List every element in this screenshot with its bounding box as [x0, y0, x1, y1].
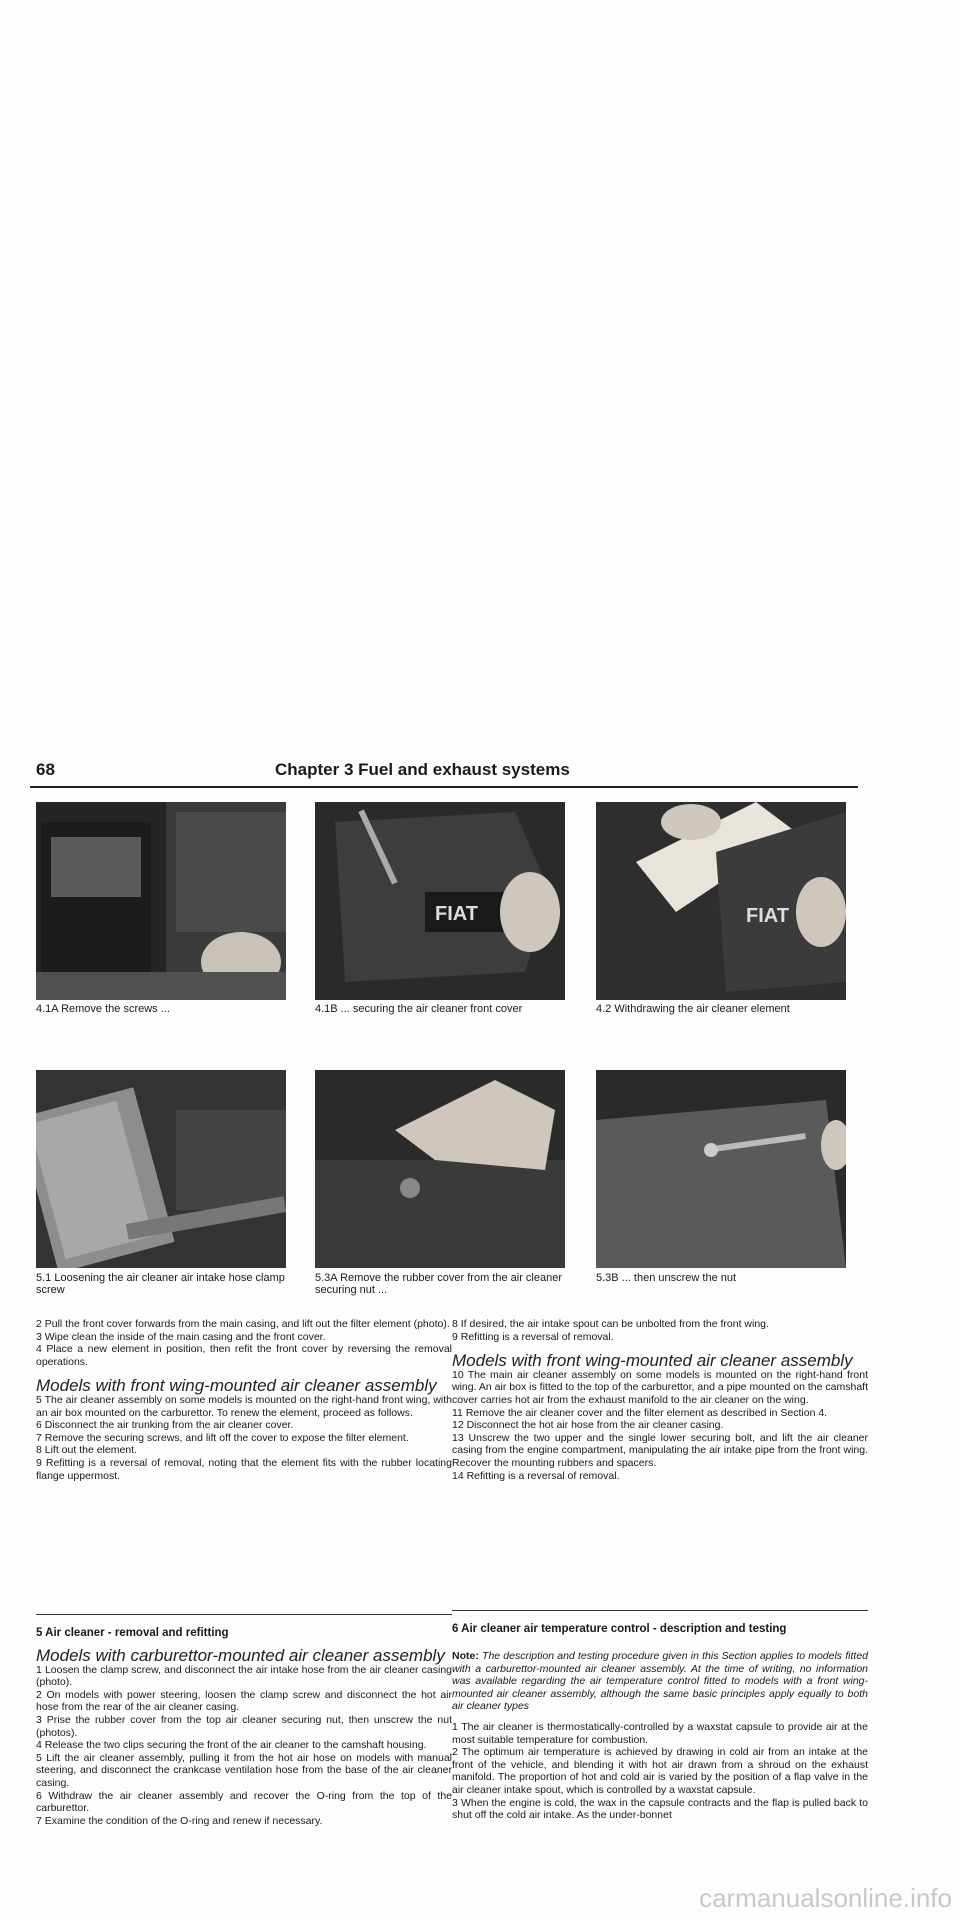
- paragraph: 9 Refitting is a reversal of removal.: [452, 1330, 614, 1343]
- paragraph: 5 The air cleaner assembly on some models is mounted on the right-hand front wing, with an air box mounted on the carburettor. To renew the element, proceed as follows.: [36, 1393, 452, 1419]
- section-5-body: [36, 1646, 452, 1827]
- paragraph: 11 Remove the air cleaner cover and the filter element as described in Section 4.: [452, 1406, 828, 1419]
- subheading: Models with carburettor-mounted air cleaner assembly: [36, 1646, 445, 1665]
- paragraph: 7 Examine the condition of the O-ring and renew if necessary.: [36, 1814, 323, 1827]
- photo-4-2: [596, 802, 846, 1000]
- section-5-heading: 5 Air cleaner - removal and refitting: [36, 1614, 452, 1639]
- paragraph: 6 Withdraw the air cleaner assembly and recover the O-ring from the top of the carburettor.: [36, 1789, 452, 1815]
- section-6-body: [452, 1650, 868, 1822]
- photo-5-1: [36, 1070, 286, 1268]
- paragraph: 4 Place a new element in position, then refit the front cover by reversing the removal operations.: [36, 1343, 452, 1368]
- subheading: Models with front wing-mounted air cleaner assembly: [36, 1376, 437, 1396]
- photo-4-1b: [315, 802, 565, 1000]
- paragraph: 1 Loosen the clamp screw, and disconnect the air intake hose from the air cleaner casing (photo).: [36, 1663, 452, 1689]
- paragraph: 3 When the engine is cold, the wax in the capsule contracts and the flap is pulled back to shut off the cold air intake. As the under-bonnet: [452, 1796, 868, 1822]
- fiat-logo-2: FIAT: [746, 905, 789, 927]
- paragraph: 14 Refitting is a reversal of removal.: [452, 1469, 620, 1482]
- note-text: The description and testing procedure given in this Section applies to models fitted with a carburettor-mounted air cleaner assembly. At the time of writing, no information was available regarding the air temperature control fitted to models with a front wing-mounted air cleaner assembly, although the same basic principles apply equally to both air cleaner types: [452, 1650, 868, 1713]
- paragraph: 12 Disconnect the hot air hose from the air cleaner casing.: [452, 1419, 724, 1432]
- paragraph: 8 If desired, the air intake spout can be unbolted from the front wing.: [452, 1318, 769, 1330]
- page-header: [30, 760, 858, 788]
- paragraph: 8 Lift out the element.: [36, 1444, 137, 1457]
- paragraph: 6 Disconnect the air trunking from the air cleaner cover.: [36, 1419, 294, 1432]
- right-column-upper: [452, 1318, 868, 1482]
- photo-4-1a: [36, 802, 286, 1000]
- paragraph: 1 The air cleaner is thermostatically-controlled by a waxstat capsule to provide air at the most suitable temperature for combustion.: [452, 1720, 868, 1746]
- caption-4-2: 4.2 Withdrawing the air cleaner element: [596, 1003, 790, 1015]
- chapter-title: Chapter 3 Fuel and exhaust systems: [275, 760, 570, 779]
- note: [452, 1650, 868, 1713]
- paragraph: 4 Release the two clips securing the front of the air cleaner to the camshaft housing.: [36, 1739, 427, 1752]
- photo-5-3a: [315, 1070, 565, 1268]
- section-6-heading: 6 Air cleaner air temperature control - description and testing: [452, 1610, 868, 1635]
- paragraph: 7 Remove the securing screws, and lift off the cover to expose the filter element.: [36, 1431, 409, 1444]
- fiat-logo: FIAT: [435, 903, 478, 925]
- paragraph: 2 On models with power steering, loosen the clamp screw and disconnect the hot air hose from the rear of the air cleaner casing.: [36, 1688, 452, 1714]
- caption-4-1a: 4.1A Remove the screws ...: [36, 1003, 170, 1015]
- paragraph: 5 Lift the air cleaner assembly, pulling it from the hot air hose on models with manual steering, and disconnect the crankcase ventilation hose from the base of the air cleaner casing.: [36, 1751, 452, 1789]
- paragraph: 3 Wipe clean the inside of the main casing and the front cover.: [36, 1330, 326, 1343]
- paragraph: 9 Refitting is a reversal of removal, noting that the element fits with the rubber locating flange uppermost.: [36, 1456, 452, 1482]
- subheading: Models with front wing-mounted air cleaner assembly: [452, 1351, 853, 1371]
- page-number: 68: [36, 760, 55, 779]
- paragraph: 10 The main air cleaner assembly on some models is mounted on the right-hand front wing. An air box is fitted to the top of the carburettor, and a pipe mounted on the camshaft cover carries hot air from the exhaust manifold to the air cleaner on the wing.: [452, 1368, 868, 1406]
- left-column-upper: [36, 1318, 452, 1482]
- paragraph: 3 Prise the rubber cover from the top air cleaner securing nut, then unscrew the nut (photos).: [36, 1713, 452, 1739]
- watermark: carmanualsonline.info: [699, 1883, 952, 1913]
- photo-5-3b: [596, 1070, 846, 1268]
- caption-5-1: 5.1 Loosening the air cleaner air intake hose clamp screw: [36, 1272, 285, 1296]
- paragraph: 13 Unscrew the two upper and the single lower securing bolt, and lift the air cleaner casing from the engine compartment, manipulating the air intake pipe from the front wing. Recover the mounting rubbers and spacers.: [452, 1431, 868, 1469]
- caption-5-3b: 5.3B ... then unscrew the nut: [596, 1272, 737, 1284]
- paragraph: 2 Pull the front cover forwards from the main casing, and lift out the filter element (photo).: [36, 1318, 450, 1330]
- note-label: Note:: [452, 1650, 479, 1662]
- paragraph: 2 The optimum air temperature is achieved by drawing in cold air from an intake at the front of the vehicle, and blending it with hot air drawn from a shroud on the exhaust manifold. The proportion of hot and cold air is varied by the position of a flap valve in the air cleaner intake spout, which is controlled by a waxstat capsule.: [452, 1746, 868, 1796]
- caption-4-1b: 4.1B ... securing the air cleaner front cover: [315, 1003, 523, 1015]
- caption-5-3a: 5.3A Remove the rubber cover from the air cleaner securing nut ...: [315, 1272, 563, 1296]
